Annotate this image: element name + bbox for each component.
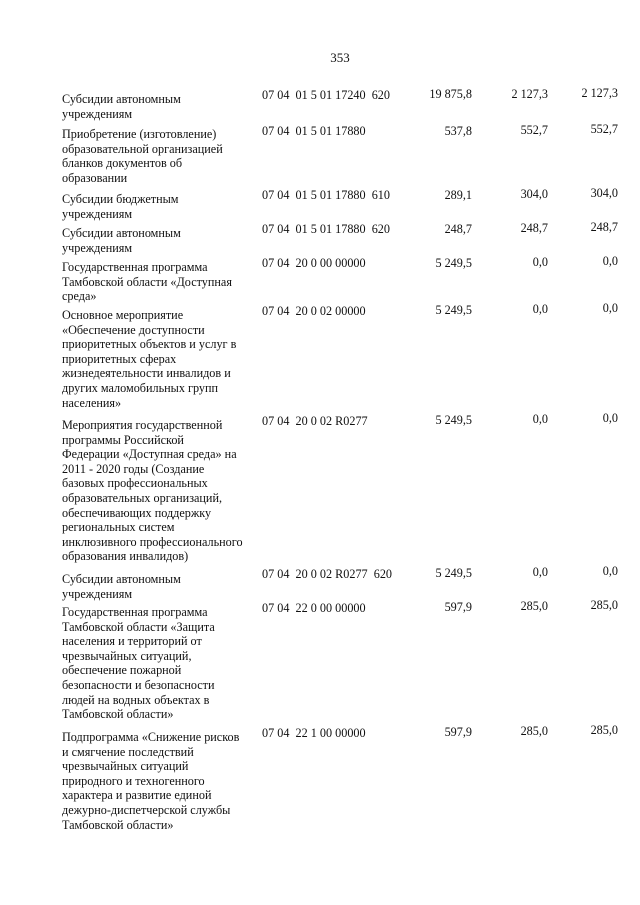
- row-name: Приобретение (изготовление) образовательной организацией бланков документов об образовании: [62, 127, 223, 185]
- row-name: Субсидии бюджетным учреждениям: [62, 192, 179, 221]
- value-col-2: 0,0: [532, 565, 548, 579]
- value-col-2: 248,7: [520, 221, 548, 235]
- value-col-2: 2 127,3: [511, 87, 548, 101]
- row-name: Субсидии автономным учреждениям: [62, 92, 181, 121]
- value-col-3: 0,0: [602, 564, 618, 578]
- value-col-3: 0,0: [602, 301, 618, 315]
- row-code: 07 04 22 0 00 00000: [262, 601, 366, 615]
- value-col-2: 0,0: [532, 302, 548, 316]
- value-col-3: 248,7: [590, 220, 618, 234]
- value-col-1: 5 249,5: [435, 303, 472, 317]
- row-code: 07 04 01 5 01 17880 620: [262, 222, 390, 236]
- row-name: Подпрограмма «Снижение рисков и смягчение последствий чрезвычайных ситуаций природного и техногенного характера и развитие единой дежурно-диспетчерской службы Тамбовской области»: [62, 730, 240, 832]
- value-col-3: 552,7: [590, 122, 618, 136]
- row-code: 07 04 20 0 00 00000: [262, 256, 366, 270]
- value-col-1: 5 249,5: [435, 413, 472, 427]
- value-col-3: 304,0: [590, 186, 618, 200]
- row-code: 07 04 22 1 00 00000: [262, 726, 366, 740]
- value-col-1: 5 249,5: [435, 566, 472, 580]
- row-code: 07 04 01 5 01 17880: [262, 124, 366, 138]
- row-name: Государственная программа Тамбовской области «Защита населения и территорий от чрезвычайных ситуаций, обеспечение пожарной безопасности и безопасности людей на водных объектах в Тамбовской области»: [62, 605, 215, 722]
- value-col-1: 597,9: [444, 600, 472, 614]
- row-name: Субсидии автономным учреждениям: [62, 572, 181, 601]
- value-col-3: 0,0: [602, 411, 618, 425]
- value-col-3: 285,0: [590, 723, 618, 737]
- value-col-2: 304,0: [520, 187, 548, 201]
- page-number: 353: [330, 50, 350, 65]
- row-code: 07 04 01 5 01 17880 610: [262, 188, 390, 202]
- value-col-3: 285,0: [590, 598, 618, 612]
- value-col-3: 2 127,3: [581, 86, 618, 100]
- row-code: 07 04 20 0 02 R0277: [262, 414, 368, 428]
- row-code: 07 04 01 5 01 17240 620: [262, 88, 390, 102]
- value-col-2: 285,0: [520, 724, 548, 738]
- value-col-1: 289,1: [444, 188, 472, 202]
- value-col-3: 0,0: [602, 254, 618, 268]
- row-name: Субсидии автономным учреждениям: [62, 226, 181, 255]
- value-col-2: 285,0: [520, 599, 548, 613]
- value-col-1: 597,9: [444, 725, 472, 739]
- value-col-1: 537,8: [444, 124, 472, 138]
- value-col-2: 0,0: [532, 412, 548, 426]
- value-col-1: 248,7: [444, 222, 472, 236]
- value-col-1: 19 875,8: [429, 87, 472, 101]
- row-name: Основное мероприятие «Обеспечение доступности приоритетных объектов и услуг в приоритетных сферах жизнедеятельности инвалидов и других маломобильных групп населения»: [62, 308, 237, 410]
- value-col-2: 0,0: [532, 255, 548, 269]
- row-name: Государственная программа Тамбовской области «Доступная среда»: [62, 260, 232, 304]
- value-col-1: 5 249,5: [435, 256, 472, 270]
- row-name: Мероприятия государственной программы Российской Федерации «Доступная среда» на 2011 - 2020 годы (Создание базовых профессиональных образовательных организаций, обеспечивающих поддержку региональных систем инклюзивного профессионального образования инвалидов): [62, 418, 243, 564]
- value-col-2: 552,7: [520, 123, 548, 137]
- row-code: 07 04 20 0 02 R0277 620: [262, 567, 393, 581]
- row-code: 07 04 20 0 02 00000: [262, 304, 366, 318]
